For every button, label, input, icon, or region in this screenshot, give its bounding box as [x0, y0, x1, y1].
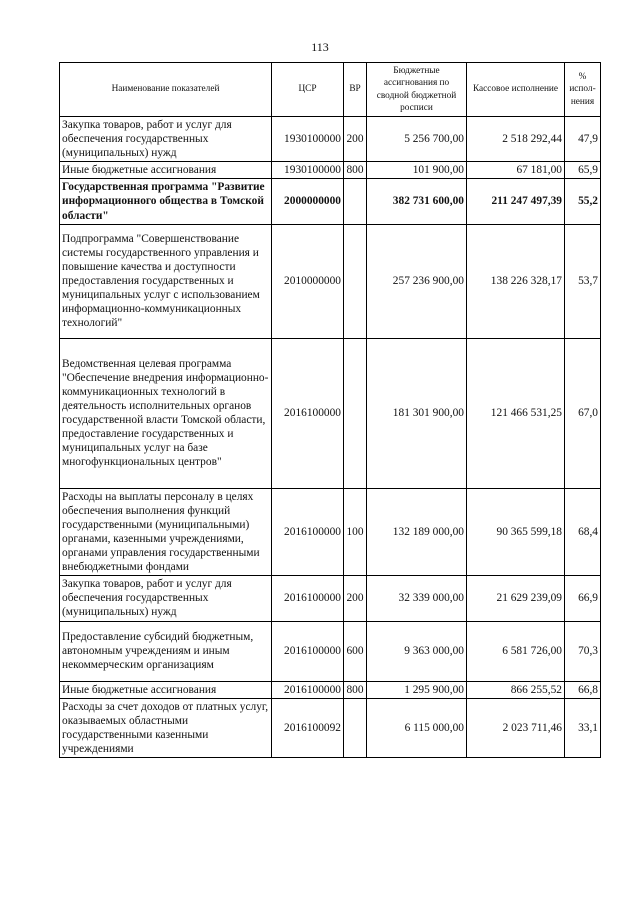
row-fact: 2 518 292,44 [467, 117, 565, 162]
row-plan: 132 189 000,00 [367, 488, 467, 576]
row-fact: 90 365 599,18 [467, 488, 565, 576]
row-vr: 800 [344, 162, 367, 179]
row-vr: 100 [344, 488, 367, 576]
page-number: 113 [311, 40, 329, 54]
row-plan: 382 731 600,00 [367, 179, 467, 224]
row-csr: 2016100000 [272, 681, 344, 698]
row-fact: 6 581 726,00 [467, 621, 565, 681]
row-vr: 600 [344, 621, 367, 681]
row-name: Закупка товаров, работ и услуг для обеспечения государственных (муниципальных) нужд [60, 576, 272, 621]
row-pct: 67,0 [565, 338, 601, 488]
row-fact: 2 023 711,46 [467, 698, 565, 757]
row-fact: 211 247 497,39 [467, 179, 565, 224]
row-vr [344, 179, 367, 224]
table-row [60, 162, 601, 179]
row-csr: 1930100000 [272, 117, 344, 162]
table-row-program [60, 179, 601, 224]
column-header-name: Наименование показателей [60, 63, 272, 117]
row-name: Иные бюджетные ассигнования [60, 162, 272, 179]
row-csr: 2016100000 [272, 488, 344, 576]
row-pct: 53,7 [565, 224, 601, 338]
column-header-plan: Бюджетные ассигнования по сводной бюджетной росписи [367, 63, 467, 117]
row-plan: 181 301 900,00 [367, 338, 467, 488]
column-header-pct: % испол-нения [565, 63, 601, 117]
row-pct: 65,9 [565, 162, 601, 179]
row-plan: 6 115 000,00 [367, 698, 467, 757]
row-name: Расходы на выплаты персоналу в целях обеспечения выполнения функций государственными (муниципальными) органами, казенными учреждениями, органами управления государственными внебюджетными фондами [60, 488, 272, 576]
row-plan: 9 363 000,00 [367, 621, 467, 681]
row-csr: 2016100092 [272, 698, 344, 757]
table-row [60, 576, 601, 621]
row-csr: 2016100000 [272, 338, 344, 488]
row-csr: 1930100000 [272, 162, 344, 179]
table-header-row [60, 63, 601, 117]
row-vr: 200 [344, 576, 367, 621]
row-pct: 66,8 [565, 681, 601, 698]
table-row [60, 488, 601, 576]
column-header-fact: Кассовое исполнение [467, 63, 565, 117]
row-pct: 70,3 [565, 621, 601, 681]
row-pct: 47,9 [565, 117, 601, 162]
row-name: Закупка товаров, работ и услуг для обеспечения государственных (муниципальных) нужд [60, 117, 272, 162]
table-row [60, 117, 601, 162]
row-vr [344, 224, 367, 338]
column-header-vr: ВР [344, 63, 367, 117]
row-name: Государственная программа "Развитие информационного общества в Томской области" [60, 179, 272, 224]
row-csr: 2000000000 [272, 179, 344, 224]
row-csr: 2016100000 [272, 576, 344, 621]
row-fact: 866 255,52 [467, 681, 565, 698]
row-plan: 32 339 000,00 [367, 576, 467, 621]
table-row [60, 224, 601, 338]
table-row [60, 621, 601, 681]
row-name: Предоставление субсидий бюджетным, автономным учреждениям и иным некоммерческим организациям [60, 621, 272, 681]
row-plan: 1 295 900,00 [367, 681, 467, 698]
row-pct: 66,9 [565, 576, 601, 621]
row-pct: 68,4 [565, 488, 601, 576]
row-fact: 21 629 239,09 [467, 576, 565, 621]
row-name: Подпрограмма "Совершенствование системы государственного управления и повышение качества и доступности предоставления государственных и муниципальных услуг с использованием информационно-коммуникационных технологий" [60, 224, 272, 338]
row-pct: 33,1 [565, 698, 601, 757]
row-plan: 5 256 700,00 [367, 117, 467, 162]
column-header-csr: ЦСР [272, 63, 344, 117]
table-row [60, 681, 601, 698]
row-vr [344, 698, 367, 757]
row-vr [344, 338, 367, 488]
row-pct: 55,2 [565, 179, 601, 224]
row-csr: 2010000000 [272, 224, 344, 338]
row-fact: 138 226 328,17 [467, 224, 565, 338]
row-name: Ведомственная целевая программа "Обеспечение внедрения информационно-коммуникационных технологий в деятельность исполнительных органов государственной власти Томской области, предоставление государственных и муниципальных услуг на базе многофункциональных центров" [60, 338, 272, 488]
row-name: Расходы за счет доходов от платных услуг, оказываемых областными государственными казенными учреждениями [60, 698, 272, 757]
row-fact: 67 181,00 [467, 162, 565, 179]
row-vr: 800 [344, 681, 367, 698]
row-csr: 2016100000 [272, 621, 344, 681]
budget-execution-table [59, 62, 601, 758]
row-plan: 101 900,00 [367, 162, 467, 179]
row-plan: 257 236 900,00 [367, 224, 467, 338]
row-name: Иные бюджетные ассигнования [60, 681, 272, 698]
row-vr: 200 [344, 117, 367, 162]
table-row [60, 698, 601, 757]
row-fact: 121 466 531,25 [467, 338, 565, 488]
table-row [60, 338, 601, 488]
